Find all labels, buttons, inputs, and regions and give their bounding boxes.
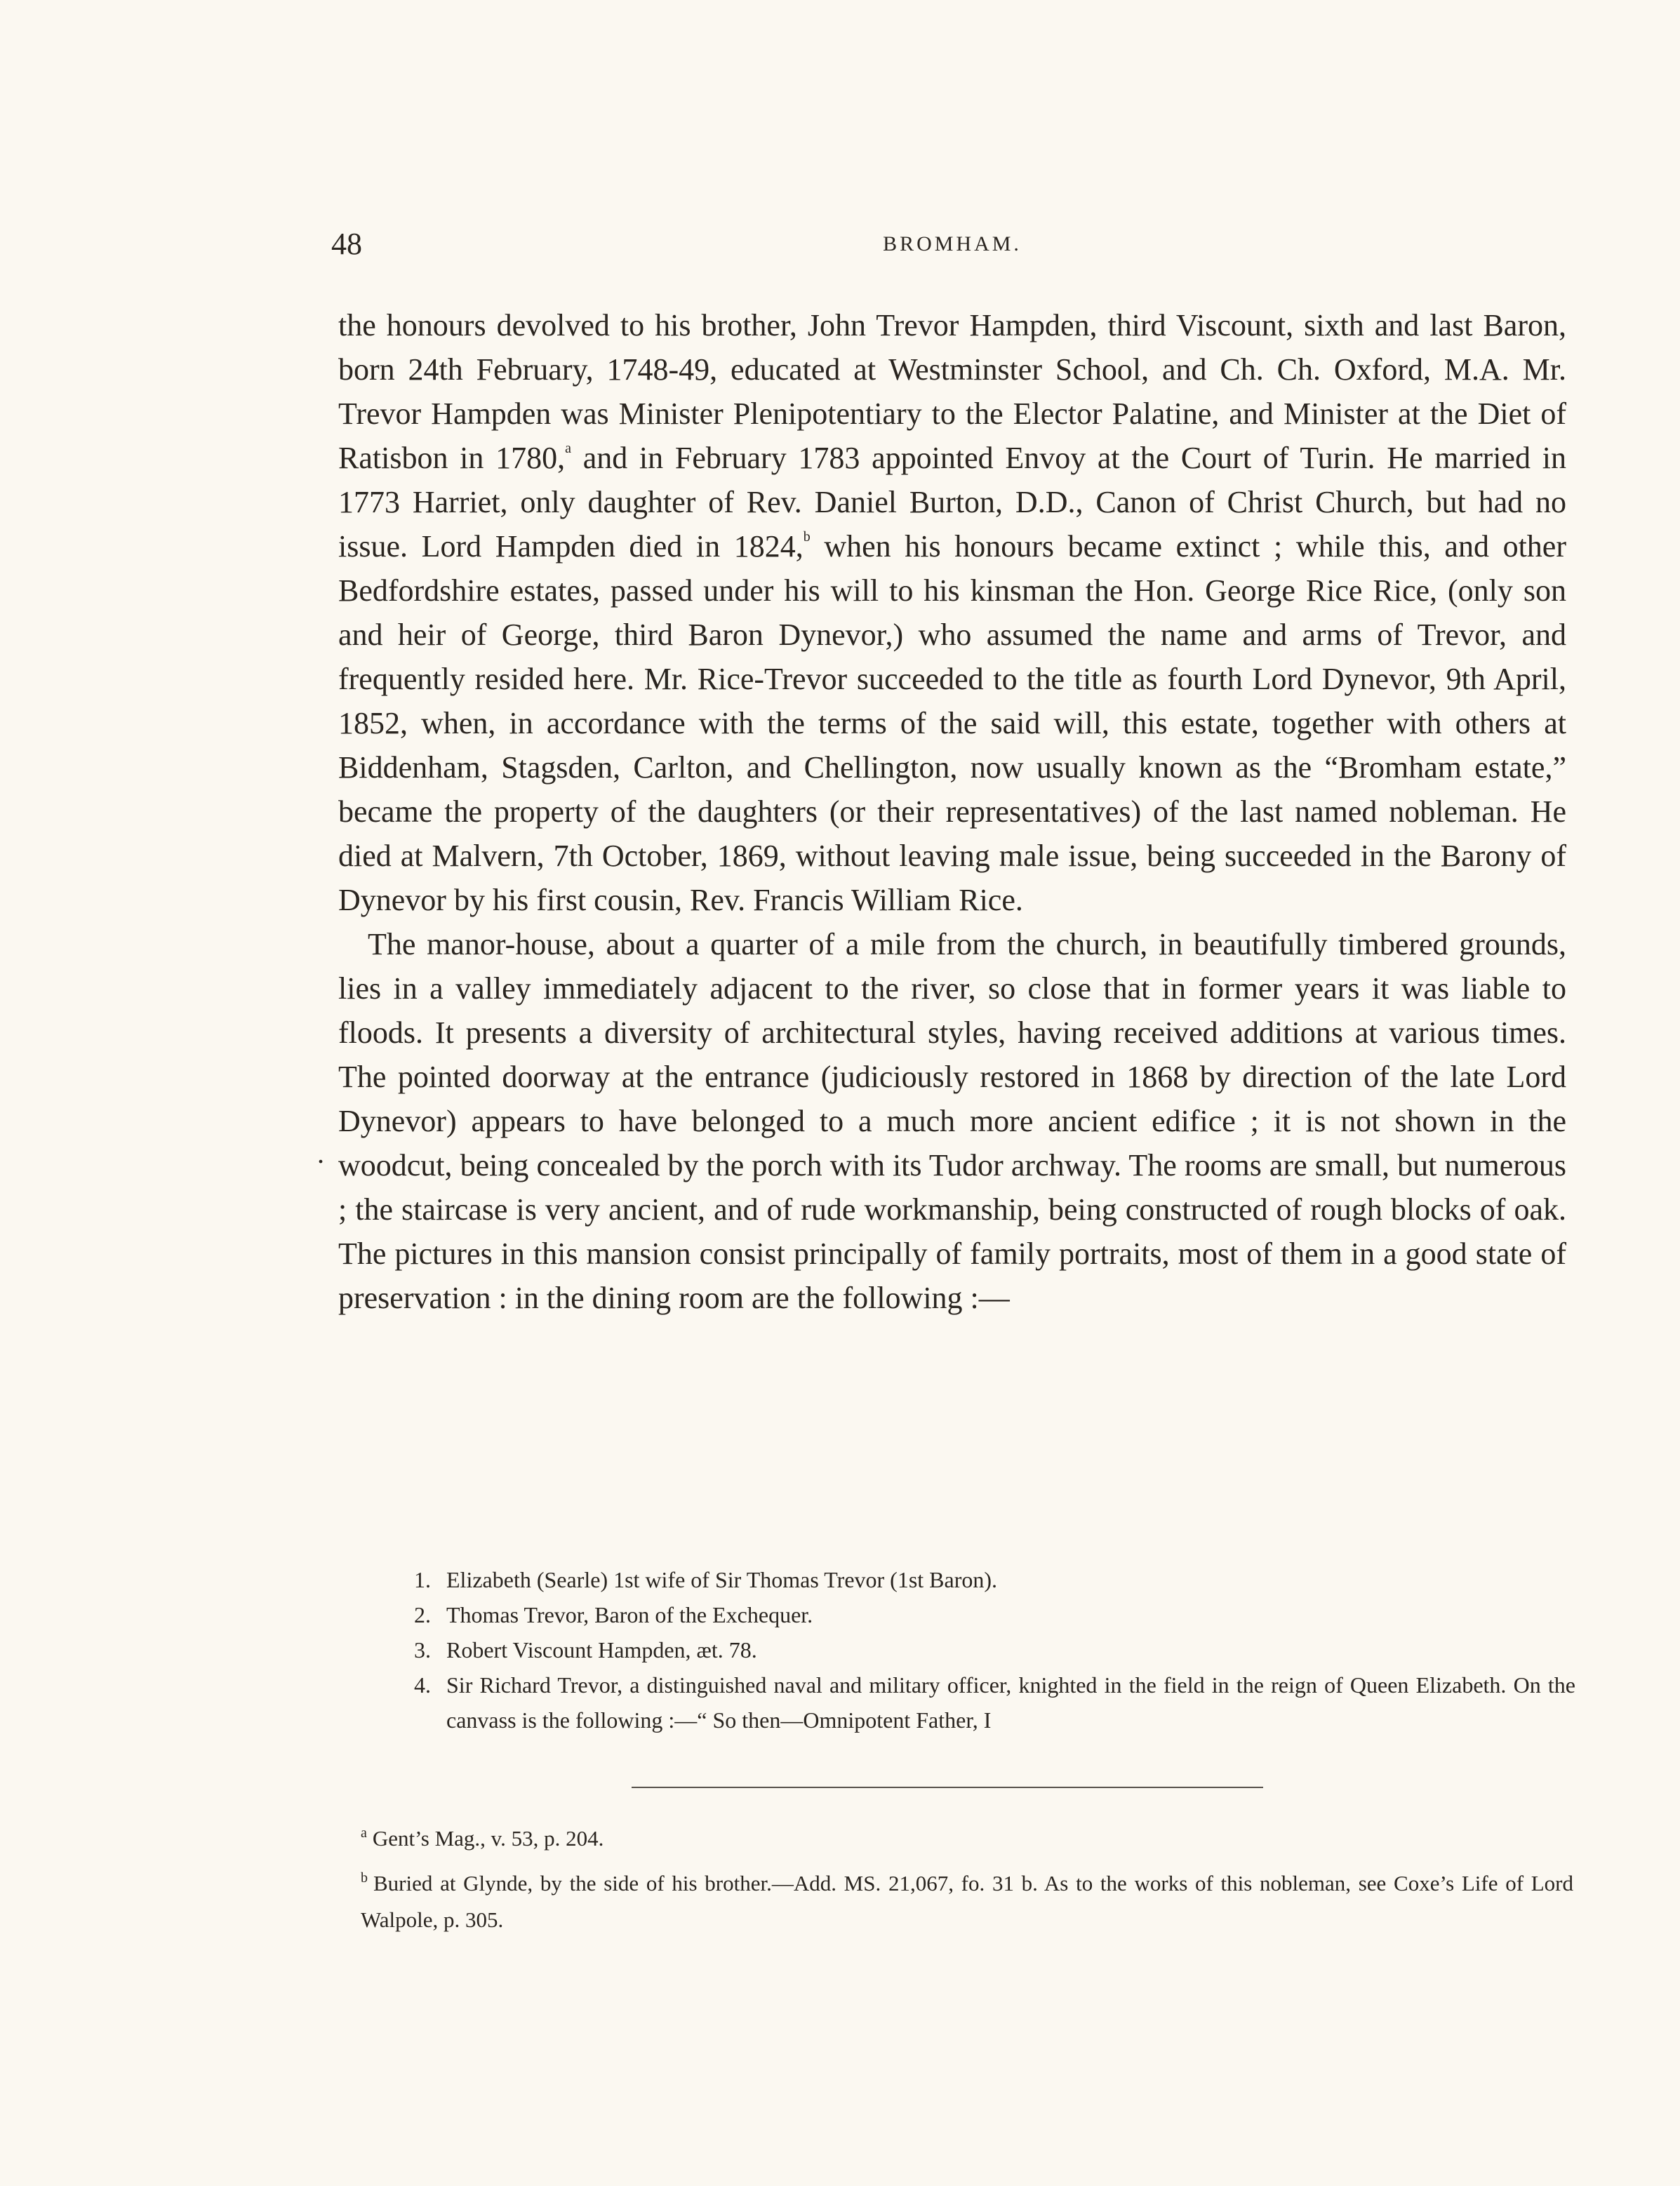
- footnote-text: Buried at Glynde, by the side of his brother.—Add. MS. 21,067, fo. 31 b. As to the works of this nobleman, see Coxe’s Life of Lord Walpole, p. 305.: [361, 1871, 1573, 1932]
- footnotes: [338, 1815, 1573, 1941]
- list-item-number: 3.: [414, 1637, 431, 1662]
- body-text: [338, 303, 1566, 1320]
- footnote-ref-a: a: [565, 441, 571, 456]
- margin-mark: .: [317, 1138, 324, 1169]
- list-item: [414, 1597, 1575, 1632]
- list-item: [414, 1632, 1575, 1667]
- footnote-b: [338, 1860, 1573, 1938]
- list-item-text: Elizabeth (Searle) 1st wife of Sir Thomas Trevor (1st Baron).: [446, 1567, 998, 1592]
- list-item-text: Sir Richard Trevor, a distinguished naval and military officer, knighted in the field in the reign of Queen Elizabeth. On the canvass is the following :—“ So then—Omnipotent Father, I: [446, 1672, 1575, 1733]
- list-item-text: Thomas Trevor, Baron of the Exchequer.: [446, 1602, 813, 1627]
- running-title: BROMHAM.: [883, 232, 1022, 255]
- list-item-number: 2.: [414, 1602, 431, 1627]
- list-item: [414, 1562, 1575, 1597]
- paragraph-2: The manor-house, about a quarter of a mile from the church, in beautifully timbered grounds, lies in a valley immediately adjacent to the river, so close that in former years it was liable to floods. It presents a diversity of architectural styles, having received additions at various times. The pointed doorway at the entrance (judiciously restored in 1868 by direction of the late Lord Dynevor) appears to have belonged to a much more ancient edifice ; it is not shown in the woodcut, being concealed by the porch with its Tudor archway. The rooms are small, but numerous ; the staircase is very ancient, and of rude workmanship, being constructed of rough blocks of oak. The pictures in this mansion consist principally of family portraits, most of them in a good state of preservation : in the dining room are the following :—: [338, 927, 1566, 1315]
- footnote-text: Gent’s Mag., v. 53, p. 204.: [372, 1826, 604, 1851]
- paragraph-1-part-3: when his honours became extinct ; while this, and other Bedfordshire estates, passed under his will to his kinsman the Hon. George Rice Rice, (only son and heir of George, third Baron Dynevor,) who assumed the name and arms of Trevor, and frequently resided here. Mr. Rice-Trevor succeeded to the title as fourth Lord Dynevor, 9th April, 1852, when, in accordance with the terms of the said will, this estate, together with others at Biddenham, Stagsden, Carlton, and Chellington, now usually known as the “Bromham estate,” became the property of the daughters (or their representatives) of the last named nobleman. He died at Malvern, 7th October, 1869, without leaving male issue, being succeeded in the Barony of Dynevor by his first cousin, Rev. Francis William Rice.: [338, 529, 1566, 917]
- footnote-a: [338, 1815, 1573, 1857]
- list-item-number: 4.: [414, 1672, 431, 1698]
- page-header: [331, 223, 1573, 265]
- portrait-list: [414, 1562, 1575, 1738]
- list-item-text: Robert Viscount Hampden, æt. 78.: [446, 1637, 757, 1662]
- list-item: [414, 1667, 1575, 1738]
- paragraph-1-part-1: the honours devolved to his brother, John Trevor Hampden, third Viscount, sixth and last Baron, born 24th February, 1748-49, educated at Westminster School, and Ch. Ch. Oxford, M.A. Mr. Trevor Hampden was Minister Plenipotentiary to the Elector Palatine, and Minister at the Diet of Ratisbon in 1780,: [338, 308, 1566, 475]
- paragraph-1: [338, 303, 1566, 922]
- footnote-ref-b: b: [803, 529, 811, 545]
- footnote-divider: [632, 1787, 1263, 1788]
- footnote-mark: a: [361, 1825, 367, 1841]
- page-number: 48: [331, 227, 362, 261]
- paragraph-1-part-2: and in February 1783 appointed Envoy at the Court of Turin. He married in 1773 Harriet, only daughter of Rev. Daniel Burton, D.D., Canon of Christ Church, but had no issue. Lord Hampden died in 1824,: [338, 441, 1566, 564]
- list-item-number: 1.: [414, 1567, 431, 1592]
- footnote-mark: b: [361, 1870, 368, 1886]
